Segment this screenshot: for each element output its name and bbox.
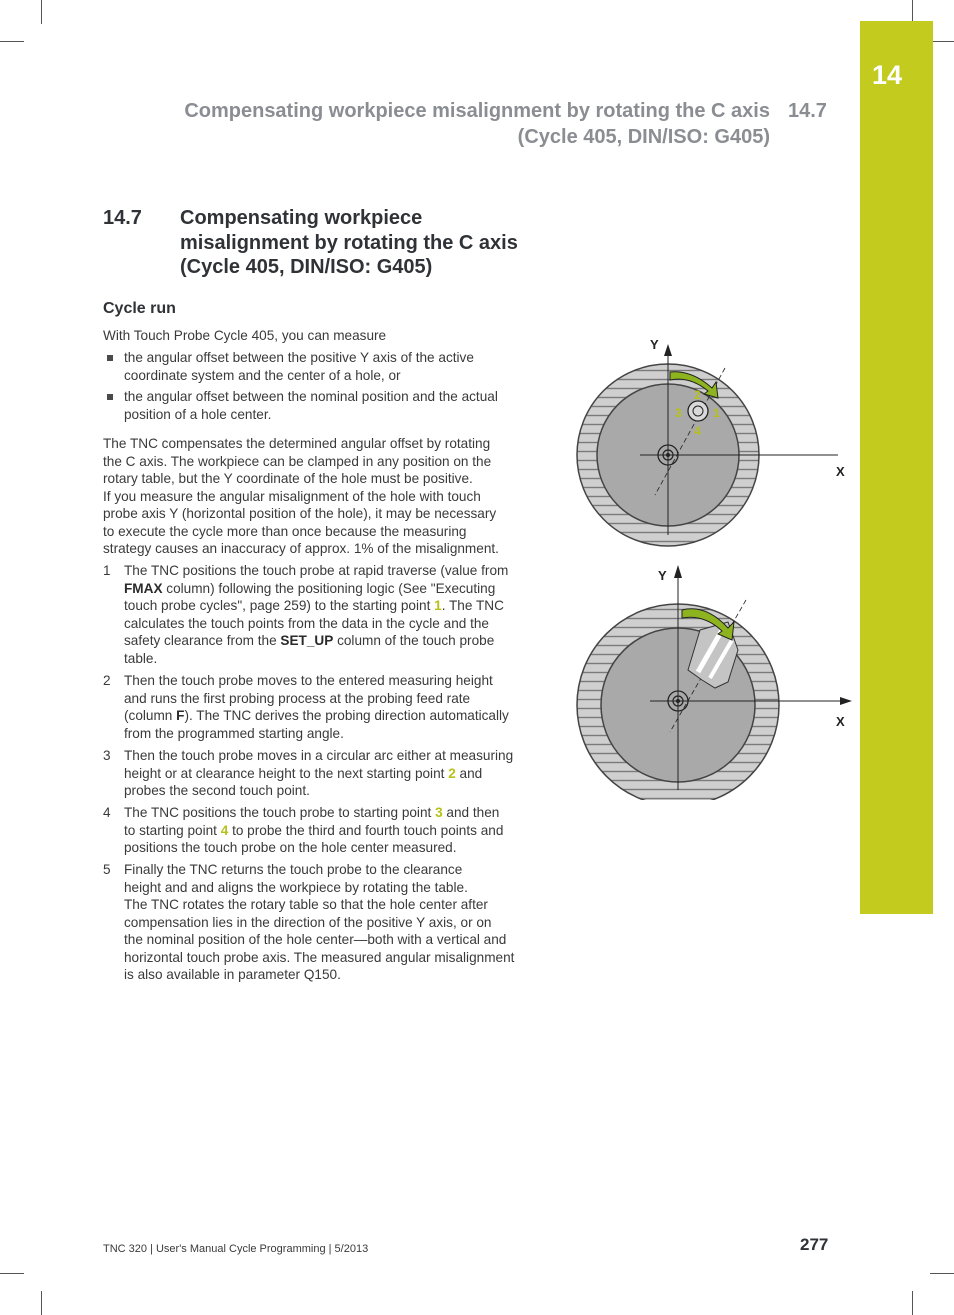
- step-text: column of the touch probe: [333, 633, 495, 648]
- step-2: [103, 672, 548, 742]
- crop-mark: [41, 1291, 42, 1315]
- paragraph-line: rotary table, but the Y coordinate of the hole must be positive.: [103, 471, 473, 486]
- crop-mark: [930, 1273, 954, 1274]
- step-text: ). The TNC derives the probing direction automatically: [184, 708, 509, 723]
- x-axis-label: X: [836, 464, 845, 479]
- y-axis-label: Y: [650, 337, 659, 352]
- step-text: Then the touch probe moves to the entered measuring height: [124, 673, 493, 688]
- step-text: height and and aligns the workpiece by rotating the table.: [124, 879, 468, 895]
- section-title-line: Compensating workpiece: [180, 207, 423, 229]
- step-text: and then: [442, 805, 500, 820]
- step-number: 1: [103, 563, 111, 578]
- crop-mark: [0, 1273, 24, 1274]
- paragraph-line: probe axis Y (horizontal position of the hole), it may be necessary: [103, 506, 497, 521]
- step-text: to probe the third and fourth touch points and: [228, 822, 504, 838]
- crop-mark: [912, 1291, 913, 1315]
- point-ref: 1: [434, 598, 442, 613]
- point-ref: 4: [220, 822, 229, 838]
- bullet-item: [103, 388, 548, 423]
- step-text: from the programmed starting angle.: [124, 725, 344, 741]
- bullet-item: [103, 349, 548, 384]
- step-text: calculates the touch points from the data in the cycle and the: [124, 615, 489, 631]
- section-title-line: (Cycle 405, DIN/ISO: G405): [180, 256, 433, 278]
- step-text: the nominal position of the hole center—both with a vertical and: [124, 932, 507, 947]
- x-axis-arrowhead: [840, 697, 852, 705]
- step-number: 5: [103, 862, 111, 877]
- page-number: 277: [800, 1235, 829, 1254]
- step-text: compensation lies in the direction of the positive Y axis, or on: [124, 914, 492, 930]
- bullet-text: coordinate system and the center of a hole, or: [124, 367, 401, 383]
- keyword-fmax: FMAX: [124, 580, 163, 596]
- step-5: [103, 861, 548, 984]
- center-dot: [666, 453, 670, 457]
- step-text: and: [455, 765, 483, 781]
- point-ref: 3: [435, 805, 443, 820]
- point-label-3: 3: [675, 406, 682, 420]
- step-text: to starting point: [124, 822, 221, 838]
- bullet-marker: [107, 355, 113, 361]
- step-3: [103, 747, 548, 800]
- footer-text: TNC 320 | User's Manual Cycle Programming | 5/2013: [103, 1243, 369, 1255]
- step-text: and runs the first probing process at the probing feed rate: [124, 690, 471, 706]
- crop-mark: [41, 0, 42, 24]
- running-header-line2: (Cycle 405, DIN/ISO: G405): [517, 126, 770, 148]
- step-text: The TNC positions the touch probe at rapid traverse (value from: [124, 563, 509, 578]
- step-text: probes the second touch point.: [124, 783, 310, 798]
- crop-mark: [0, 41, 24, 42]
- center-dot: [676, 699, 680, 703]
- bullet-marker: [107, 394, 113, 400]
- figure-bottom: [570, 560, 860, 800]
- step-text: The TNC rotates the rotary table so that the hole center after: [124, 897, 488, 912]
- step-text: positions the touch probe on the hole center measured.: [124, 840, 457, 855]
- step-number: 2: [103, 673, 111, 688]
- bullet-text: the angular offset between the positive Y axis of the active: [124, 350, 474, 365]
- y-axis-arrowhead: [664, 344, 672, 356]
- running-header: [184, 98, 827, 150]
- intro-text: With Touch Probe Cycle 405, you can measure: [103, 328, 387, 343]
- step-text: The TNC positions the touch probe to starting point: [124, 805, 436, 820]
- running-header-section: 14.7: [788, 100, 827, 122]
- point-label-4: 4: [694, 424, 701, 438]
- point-ref: 2: [448, 765, 456, 781]
- y-axis-label: Y: [658, 568, 667, 583]
- hole: [688, 401, 708, 421]
- step-text: safety clearance from the: [124, 633, 281, 648]
- step-text: height or at clearance height to the next starting point: [124, 765, 449, 781]
- paragraph-line: the C axis. The workpiece can be clamped in any position on the: [103, 453, 492, 469]
- paragraph-line: to execute the cycle more than once because the measuring: [103, 523, 467, 539]
- section-title-line: misalignment by rotating the C axis: [180, 231, 518, 254]
- chapter-number: 14: [872, 60, 903, 90]
- section-number: 14.7: [103, 207, 142, 229]
- paragraph-line: If you measure the angular misalignment of the hole with touch: [103, 488, 481, 504]
- step-text: table.: [124, 650, 158, 666]
- point-label-2: 2: [694, 388, 701, 402]
- step-1: [103, 562, 548, 667]
- step-text: horizontal touch probe axis. The measured angular misalignment: [124, 949, 515, 965]
- section-title: [180, 206, 580, 280]
- x-axis-label: X: [836, 714, 845, 729]
- step-text: is also available in parameter Q150.: [124, 967, 341, 982]
- step-number: 4: [103, 805, 111, 820]
- step-text: touch probe cycles", page 259) to the starting point: [124, 598, 435, 613]
- bullet-text: the angular offset between the nominal position and the actual: [124, 389, 498, 404]
- step-text: Finally the TNC returns the touch probe to the clearance: [124, 862, 463, 877]
- bullet-text: position of a hole center.: [124, 406, 272, 422]
- figure-top: [570, 330, 860, 558]
- running-header-line1: Compensating workpiece misalignment by rotating the C axis: [184, 100, 770, 122]
- paragraph-line: strategy causes an inaccuracy of approx. 1% of the misalignment.: [103, 541, 499, 556]
- paragraph: [103, 435, 545, 558]
- paragraph-line: The TNC compensates the determined angular offset by rotating: [103, 436, 491, 451]
- keyword-set-up: SET_UP: [280, 633, 334, 648]
- step-text: Then the touch probe moves in a circular arc either at measuring: [124, 748, 514, 763]
- y-axis-arrowhead: [674, 565, 682, 578]
- step-4: [103, 804, 548, 857]
- subheading: Cycle run: [103, 300, 176, 317]
- crop-mark: [930, 41, 954, 42]
- step-text: column) following the positioning logic (See "Executing: [162, 580, 496, 596]
- step-text: (column: [124, 708, 177, 723]
- step-number: 3: [103, 748, 111, 763]
- point-label-1: 1: [713, 406, 720, 420]
- keyword-f: F: [176, 708, 185, 723]
- step-text: . The TNC: [441, 598, 504, 613]
- chapter-tab: [860, 21, 933, 914]
